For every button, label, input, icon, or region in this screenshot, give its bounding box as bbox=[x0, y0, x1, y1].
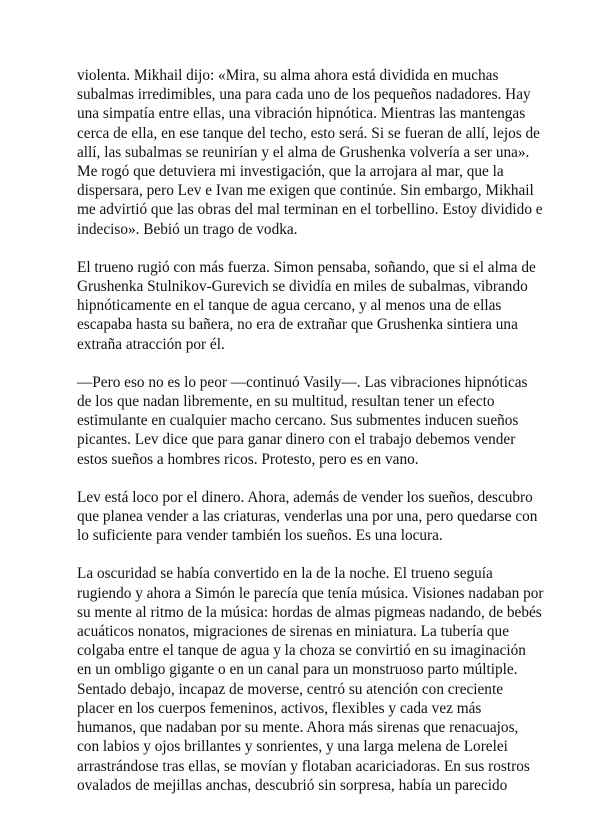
text-line: estimulante en cualquier macho cercano. Sus submentes inducen sueños bbox=[77, 412, 519, 430]
text-line: que planea vender a las criaturas, venderlas una por una, pero quedarse con bbox=[77, 508, 538, 526]
text-line: —Pero eso no es lo peor —continuó Vasily—. Las vibraciones hipnóticas bbox=[77, 373, 528, 391]
text-line: cerca de ella, en ese tanque del techo, esto será. Si se fueran de allí, lejos de bbox=[77, 124, 540, 142]
body-text bbox=[77, 66, 544, 814]
text-line: allí, las subalmas se reunirían y el alma de Grushenka volvería a ser una». bbox=[77, 143, 530, 161]
text-line: Sentado debajo, incapaz de moverse, centró su atención con creciente bbox=[77, 680, 503, 698]
paragraph-5 bbox=[77, 564, 544, 794]
paragraph-2 bbox=[77, 258, 536, 354]
text-line: placer en los cuerpos femeninos, activos, flexibles y cada vez más bbox=[77, 699, 482, 717]
text-line: me advirtió que las obras del mal terminan en el torbellino. Estoy dividido e bbox=[77, 201, 543, 219]
text-line: lo suficiente para vender también los sueños. Es una locura. bbox=[77, 527, 443, 545]
text-line: rugiendo y ahora a Simón le parecía que tenía música. Visiones nadaban por bbox=[77, 584, 544, 602]
text-line: hipnóticamente en el tanque de agua cercano, y al menos una de ellas bbox=[77, 297, 502, 315]
text-line: extraña atracción por él. bbox=[77, 335, 225, 353]
paragraph-1 bbox=[77, 66, 543, 239]
text-line: dispersara, pero Lev e Ivan me exigen que continúe. Sin embargo, Mikhail bbox=[77, 182, 534, 200]
text-line: una simpatía entre ellas, una vibración hipnótica. Mientras las mantengas bbox=[77, 105, 526, 123]
text-line: picantes. Lev dice que para ganar dinero con el trabajo debemos vender bbox=[77, 431, 516, 449]
text-line: indeciso». Bebió un trago de vodka. bbox=[77, 220, 298, 238]
text-line: La oscuridad se había convertido en la de la noche. El trueno seguía bbox=[77, 565, 493, 583]
text-line: estos sueños a hombres ricos. Protesto, pero es en vano. bbox=[77, 450, 419, 468]
text-line: arrastrándose tras ellas, se movían y flotaban acariciadoras. En sus rostros bbox=[77, 757, 530, 775]
paragraph-4 bbox=[77, 488, 538, 546]
text-line: ovalados de mejillas anchas, descubrió sin sorpresa, había un parecido bbox=[77, 776, 508, 794]
text-line: violenta. Mikhail dijo: «Mira, su alma ahora está dividida en muchas bbox=[77, 67, 499, 84]
paragraph-3 bbox=[77, 373, 528, 469]
text-line: escapaba hasta su bañera, no era de extrañar que Grushenka sintiera una bbox=[77, 316, 518, 334]
text-line: su mente al ritmo de la música: hordas de almas pigmeas nadando, de bebés bbox=[77, 603, 542, 621]
text-line: humanos, que nadaban por su mente. Ahora más sirenas que renacuajos, bbox=[77, 719, 519, 737]
text-line: con labios y ojos brillantes y sonrientes, y una larga melena de Lorelei bbox=[77, 738, 508, 756]
text-line: subalmas irredimibles, una para cada uno de los pequeños nadadores. Hay bbox=[77, 86, 531, 104]
text-line: de los que nadan libremente, en su multitud, resultan tener un efecto bbox=[77, 393, 495, 411]
text-line: Lev está loco por el dinero. Ahora, además de vender los sueños, descubro bbox=[77, 488, 533, 506]
text-line: en un ombligo gigante o en un canal para un monstruoso parto múltiple. bbox=[77, 661, 518, 679]
text-line: El trueno rugió con más fuerza. Simon pensaba, soñando, que si el alma de bbox=[77, 258, 536, 276]
text-line: colgaba entre el tanque de agua y la choza se convirtió en su imaginación bbox=[77, 642, 526, 660]
text-line: Me rogó que detuviera mi investigación, que la arrojara al mar, que la bbox=[77, 163, 504, 181]
text-line: Grushenka Stulnikov-Gurevich se dividía en miles de subalmas, vibrando bbox=[77, 278, 528, 296]
text-line: acuáticos nonatos, migraciones de sirenas en miniatura. La tubería que bbox=[77, 623, 509, 641]
